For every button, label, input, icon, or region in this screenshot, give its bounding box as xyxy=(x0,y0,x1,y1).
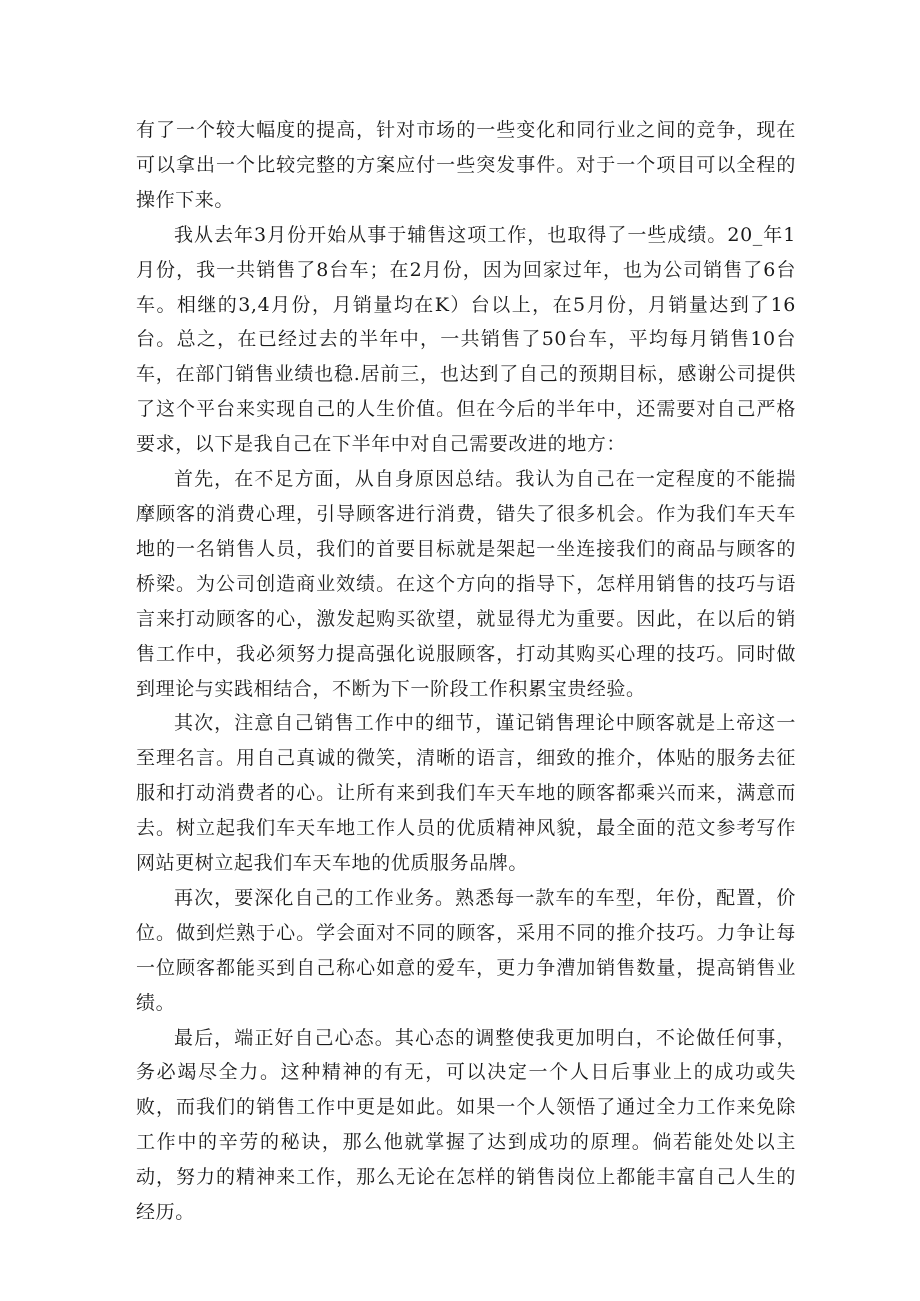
paragraph-first-point: 首先，在不足方面，从自身原因总结。我认为自己在一定程度的不能揣摩顾客的消费心理，引导顾客进行消费，错失了很多机会。作为我们车天车地的一名销售人员，我们的首要目标就是架起一坐连接我们的商品与顾客的桥梁。为公司创造商业效绩。在这个方向的指导下，怎样用销售的技巧与语言来打动顾客的心，激发起购买欲望，就显得尤为重要。因此，在以后的销售工作中，我必须努力提高强化说服顾客，打动其购买心理的技巧。同时做到理论与实践相结合，不断为下一阶段工作积累宝贵经验。 xyxy=(136,468,796,700)
paragraph-second-point: 其次，注意自己销售工作中的细节，谨记销售理论中顾客就是上帝这一至理名言。用自己真诚的微笑，清晰的语言，细致的推介，体贴的服务去征服和打动消费者的心。让所有来到我们车天车地的顾客都乘兴而来，满意而去。树立起我们车天车地工作人员的优质精神风貌，最全面的范文参考写作网站更树立起我们车天车地的优质服务品牌。 xyxy=(136,712,796,875)
paragraph-third-point: 再次，要深化自己的工作业务。熟悉每一款车的车型，年份，配置，价位。做到烂熟于心。学会面对不同的顾客，采用不同的推介技巧。力争让每一位顾客都能买到自己称心如意的爱车，更力争漕加销售数量，提高销售业绩。 xyxy=(136,886,796,1014)
paragraph-final-point: 最后，端正好自己心态。其心态的调整使我更加明白，不论做任何事，务必竭尽全力。这种精神的有无，可以决定一个人日后事业上的成功或失败，而我们的销售工作中更是如此。如果一个人领悟了通过全力工作来免除工作中的辛劳的秘诀，那么他就掌握了达到成功的原理。倘若能处处以主动，努力的精神来工作，那么无论在怎样的销售岗位上都能丰富自己人生的经历。 xyxy=(136,1026,796,1224)
paragraph-intro-continuation: 有了一个较大幅度的提高，针对市场的一些变化和同行业之间的竞争，现在可以拿出一个比较完整的方案应付一些突发事件。对于一个项目可以全程的操作下来。 xyxy=(136,119,796,211)
document-body xyxy=(136,113,796,1230)
paragraph-sales-record: 我从去年3月份开始从事于辅售这项工作，也取得了一些成绩。20_年1月份，我一共销售了8台车；在2月份，因为回家过年，也为公司销售了6台车。相继的3,4月份，月销量均在K）台以上，在5月份，月销量达到了16台。总之，在已经过去的半年中，一共销售了50台车，平均每月销售10台车，在部门销售业绩也稳.居前三，也达到了自己的预期目标，感谢公司提供了这个平台来实现自己的人生价值。但在今后的半年中，还需要对自己严格要求，以下是我自己在下半年中对自己需要改进的地方： xyxy=(136,223,796,456)
